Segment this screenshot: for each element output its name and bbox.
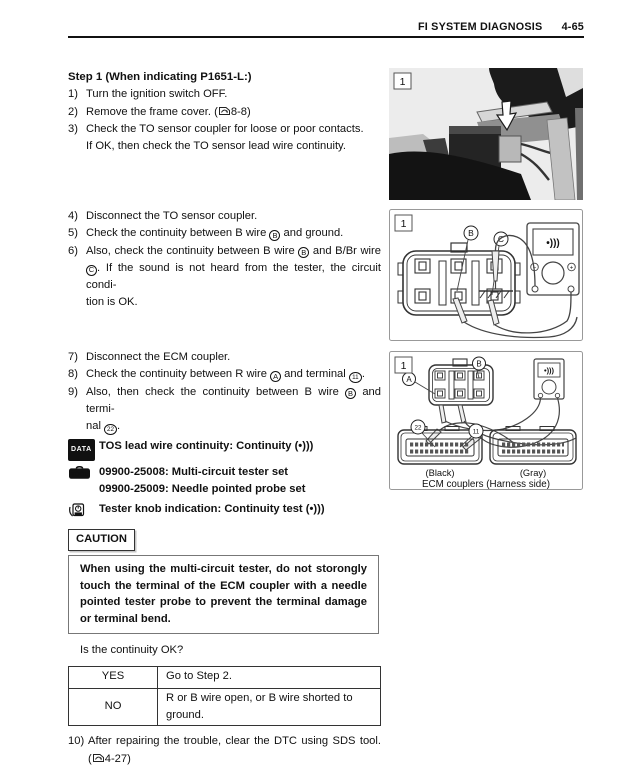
caution-box: When using the multi-circuit tester, do not storongly touch the terminal of the ECM coupler with a needle pointed tester probe to prevent the terminal damage or terminal bend. [68, 555, 379, 634]
svg-text:+: + [569, 265, 574, 272]
circled-22: 22 [104, 424, 117, 435]
page-header [68, 21, 584, 33]
svg-text:11: 11 [472, 428, 480, 436]
figure-number: 1 [400, 218, 407, 230]
circled-B: B [269, 230, 280, 241]
result-action: Go to Step 2. [158, 666, 381, 688]
tool-note-text: 09900-25008: Multi-circuit tester set 09900-25009: Needle pointed probe set [99, 465, 306, 496]
step-item-6: 6) Also, check the continuity between B wire B and B/Br wire C . If the sound is not heard from the tester, the circuit condi- tion is OK. [68, 244, 381, 309]
result-answer: YES [69, 666, 158, 688]
step1-section [68, 69, 381, 155]
tool-icon [68, 464, 99, 486]
question-text: Is the continuity OK? [80, 644, 184, 657]
step-item-8: 8) Check the continuity between R wire A and terminal 11 . [68, 366, 381, 383]
knob-note [68, 501, 381, 524]
header-title: FI SYSTEM DIAGNOSIS [417, 21, 543, 33]
svg-text:C: C [497, 234, 505, 244]
continuity-symbol: •))) [543, 366, 555, 375]
page-ref-icon [92, 753, 105, 765]
svg-text:22: 22 [414, 424, 422, 432]
result-row-no [69, 688, 381, 726]
tool-note [68, 464, 381, 499]
figure-number: 1 [399, 76, 406, 88]
gray-coupler-label: (Gray) [519, 468, 547, 478]
figure-2-diagram [389, 209, 583, 341]
svg-text:B: B [476, 359, 482, 369]
knob-note-text: Tester knob indication: Continuity test (•))) [99, 503, 325, 516]
result-row-yes [69, 666, 381, 688]
header-rule [68, 36, 584, 38]
step-item-5: 5) Check the continuity between B wire B and ground. [68, 227, 344, 240]
step-item-7: 7) Disconnect the ECM coupler. [68, 351, 231, 363]
step-item-4: 4) Disconnect the TO sensor coupler. [68, 210, 258, 222]
step-item-10: 10) After repairing the trouble, clear the DTC using SDS tool. ( 4-27) [68, 735, 381, 765]
data-icon: DATA [68, 439, 95, 460]
svg-text:−: − [532, 265, 537, 272]
continuity-symbol: •))) [546, 238, 560, 249]
result-table [68, 666, 381, 727]
result-action: R or B wire open, or B wire shorted to ground. [158, 688, 381, 726]
result-answer: NO [69, 688, 158, 726]
header-page-number: 4-65 [561, 21, 584, 33]
svg-text:B: B [468, 228, 474, 238]
circled-B: B [345, 388, 356, 399]
step-item-1: 1) Turn the ignition switch OFF. [68, 88, 228, 101]
figure-1-photo [389, 68, 583, 200]
svg-text:A: A [406, 375, 412, 384]
circled-A: A [270, 371, 281, 382]
svg-text:TOOL: TOOL [71, 471, 88, 478]
circled-11: 11 [349, 372, 362, 383]
step-item-9: 9) Also, then check the continuity between B wire B and termi- nal 22 . [68, 384, 381, 436]
data-note [68, 438, 381, 460]
figure-3-diagram [389, 351, 583, 490]
tester-knob-icon [68, 501, 99, 524]
step-item-3: 3) Check the TO sensor coupler for loose or poor contacts. If OK, then check the TO sensor lead wire continuity. [68, 122, 364, 153]
step1-heading: Step 1 (When indicating P1651-L:) [68, 71, 252, 83]
data-note-text: TOS lead wire continuity: Continuity (•))) [99, 440, 314, 453]
black-coupler-label: (Black) [425, 468, 455, 478]
figure-number: 1 [400, 360, 407, 372]
figure-caption: ECM couplers (Harness side) [422, 479, 550, 490]
steps-7-10-section [68, 349, 381, 768]
circled-C: C [86, 265, 97, 276]
circled-B: B [298, 247, 309, 258]
step-item-2: 2) Remove the frame cover. ( 8-8) [68, 105, 251, 118]
steps-4-6-section [68, 208, 381, 312]
page-ref-icon [218, 106, 231, 118]
caution-label: CAUTION [68, 529, 135, 551]
